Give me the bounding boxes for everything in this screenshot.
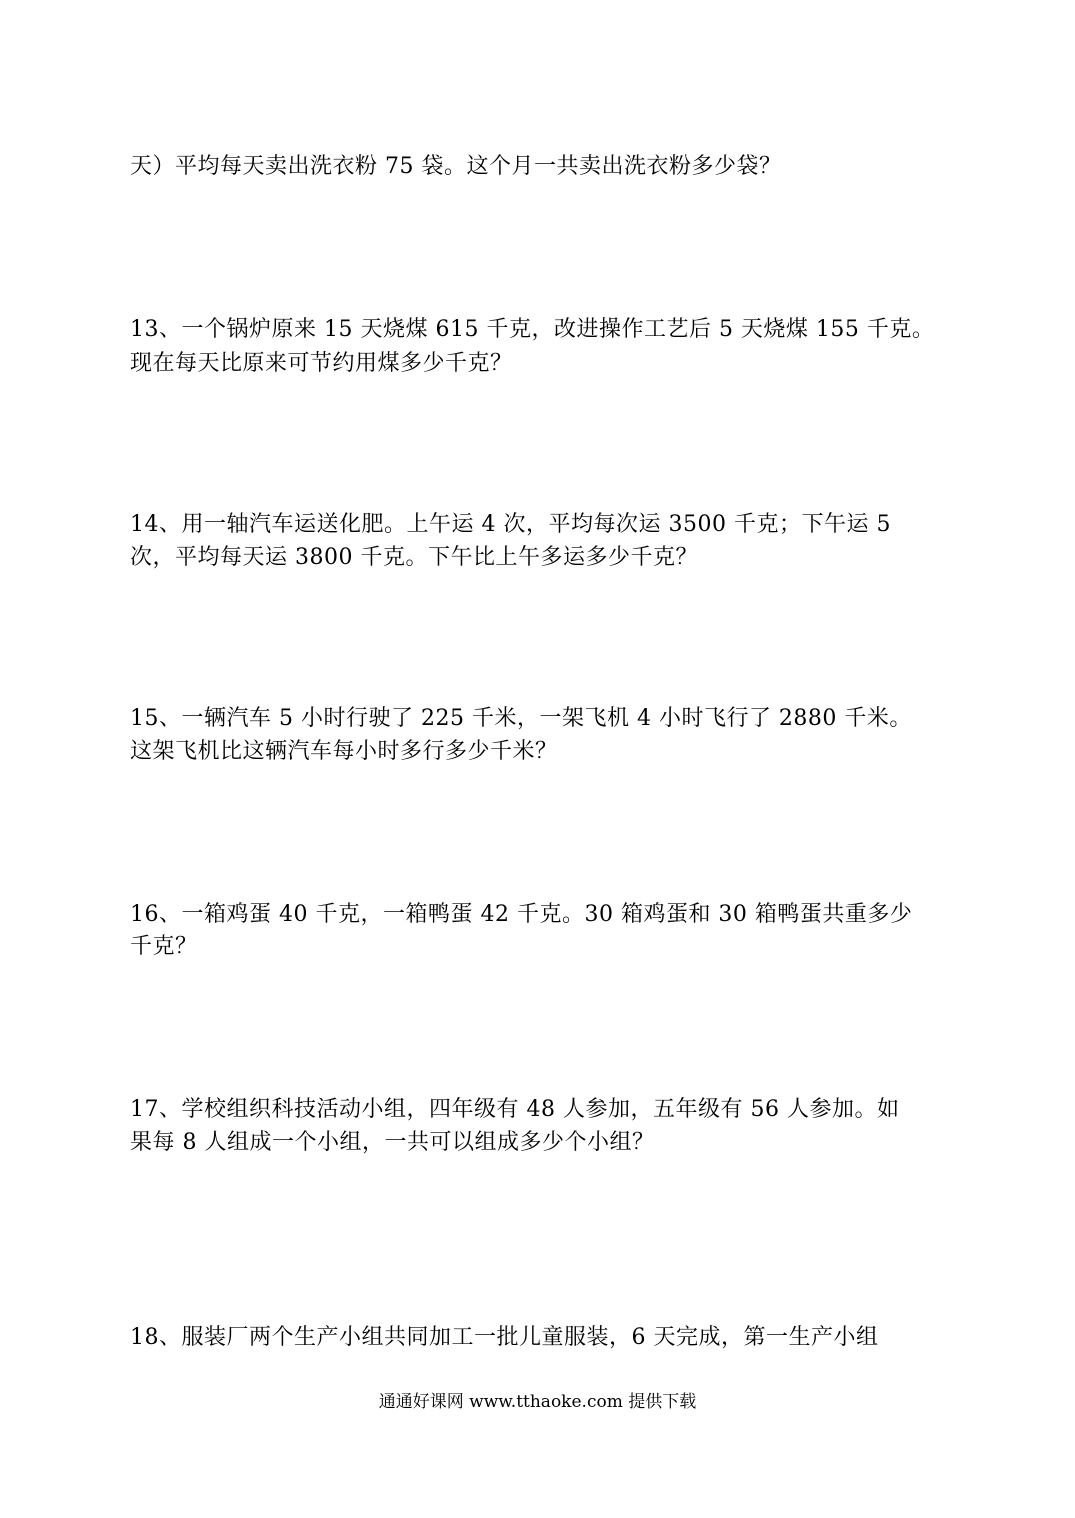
problem-14-line-1: 14、用一轴汽车运送化肥。上午运 4 次，平均每次运 3500 千克；下午运 5 [130, 512, 891, 537]
problem-18-line-1: 18、服装厂两个生产小组共同加工一批儿童服装，6 天完成，第一生产小组 [130, 1325, 879, 1350]
problem-16-line-1: 16、一箱鸡蛋 40 千克，一箱鸭蛋 42 千克。30 箱鸡蛋和 30 箱鸭蛋共重多少 [130, 902, 913, 927]
problem-13-line-2: 现在每天比原来可节约用煤多少千克？ [130, 351, 513, 376]
problem-15-line-1: 15、一辆汽车 5 小时行驶了 225 千米，一架飞机 4 小时飞行了 2880 千米。 [130, 706, 912, 731]
page-footer: 通通好课网 www.tthaoke.com 提供下载 [378, 1392, 697, 1412]
problem-17-line-1: 17、学校组织科技活动小组，四年级有 48 人参加，五年级有 56 人参加。如 [130, 1097, 900, 1122]
problem-13-line-1: 13、一个锅炉原来 15 天烧煤 615 千克，改进操作工艺后 5 天烧煤 155 千克。 [130, 317, 935, 342]
problem-17-line-2: 果每 8 人组成一个小组，一共可以组成多少个小组？ [130, 1130, 655, 1155]
problem-14-line-2: 次，平均每天运 3800 千克。下午比上午多运多少千克？ [130, 545, 698, 570]
problem-16-line-2: 千克？ [130, 934, 198, 959]
problem-12-continuation-line-1: 天）平均每天卖出洗衣粉 75 袋。这个月一共卖出洗衣粉多少袋？ [130, 154, 782, 179]
problem-15-line-2: 这架飞机比这辆汽车每小时多行多少千米？ [130, 739, 558, 764]
